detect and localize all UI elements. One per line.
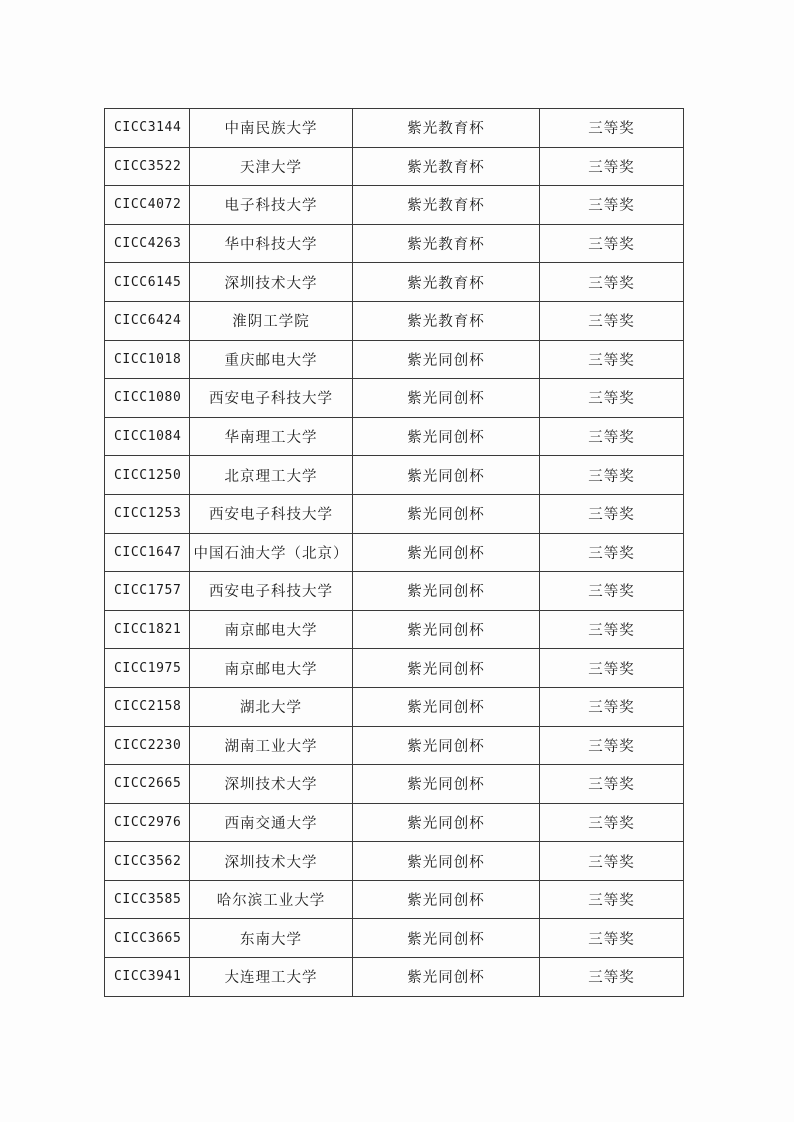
team-id-cell: CICC3941 (105, 958, 190, 997)
school-cell: 深圳技术大学 (190, 842, 353, 881)
table-row (105, 649, 684, 688)
prize-level-cell: 三等奖 (540, 379, 684, 418)
table-row (105, 456, 684, 495)
team-id-cell: CICC2976 (105, 803, 190, 842)
team-id-cell: CICC6145 (105, 263, 190, 302)
school-cell: 西南交通大学 (190, 803, 353, 842)
prize-level-cell: 三等奖 (540, 649, 684, 688)
cup-category-cell: 紫光教育杯 (353, 224, 540, 263)
team-id-cell: CICC1084 (105, 417, 190, 456)
prize-level-cell: 三等奖 (540, 263, 684, 302)
team-id-cell: CICC3144 (105, 109, 190, 148)
team-id-cell: CICC2158 (105, 687, 190, 726)
cup-category-cell: 紫光同创杯 (353, 803, 540, 842)
table-row (105, 610, 684, 649)
table-row (105, 803, 684, 842)
prize-level-cell: 三等奖 (540, 726, 684, 765)
cup-category-cell: 紫光同创杯 (353, 533, 540, 572)
cup-category-cell: 紫光同创杯 (353, 572, 540, 611)
cup-category-cell: 紫光同创杯 (353, 417, 540, 456)
team-id-cell: CICC2230 (105, 726, 190, 765)
team-id-cell: CICC3585 (105, 880, 190, 919)
team-id-cell: CICC1975 (105, 649, 190, 688)
cup-category-cell: 紫光同创杯 (353, 649, 540, 688)
team-id-cell: CICC2665 (105, 765, 190, 804)
school-cell: 深圳技术大学 (190, 765, 353, 804)
school-cell: 南京邮电大学 (190, 649, 353, 688)
school-cell: 北京理工大学 (190, 456, 353, 495)
cup-category-cell: 紫光同创杯 (353, 340, 540, 379)
table-row (105, 687, 684, 726)
prize-level-cell: 三等奖 (540, 533, 684, 572)
school-cell: 华南理工大学 (190, 417, 353, 456)
school-cell: 湖南工业大学 (190, 726, 353, 765)
team-id-cell: CICC1080 (105, 379, 190, 418)
table-row (105, 301, 684, 340)
cup-category-cell: 紫光同创杯 (353, 687, 540, 726)
prize-level-cell: 三等奖 (540, 610, 684, 649)
table-row (105, 726, 684, 765)
school-cell: 重庆邮电大学 (190, 340, 353, 379)
prize-level-cell: 三等奖 (540, 687, 684, 726)
table-row (105, 842, 684, 881)
school-cell: 西安电子科技大学 (190, 379, 353, 418)
school-cell: 淮阴工学院 (190, 301, 353, 340)
school-cell: 电子科技大学 (190, 186, 353, 225)
prize-level-cell: 三等奖 (540, 765, 684, 804)
cup-category-cell: 紫光同创杯 (353, 842, 540, 881)
prize-level-cell: 三等奖 (540, 456, 684, 495)
cup-category-cell: 紫光同创杯 (353, 494, 540, 533)
prize-level-cell: 三等奖 (540, 958, 684, 997)
school-cell: 东南大学 (190, 919, 353, 958)
cup-category-cell: 紫光教育杯 (353, 263, 540, 302)
table-row (105, 379, 684, 418)
cup-category-cell: 紫光同创杯 (353, 958, 540, 997)
team-id-cell: CICC6424 (105, 301, 190, 340)
school-cell: 大连理工大学 (190, 958, 353, 997)
prize-level-cell: 三等奖 (540, 340, 684, 379)
cup-category-cell: 紫光教育杯 (353, 109, 540, 148)
team-id-cell: CICC1757 (105, 572, 190, 611)
prize-level-cell: 三等奖 (540, 301, 684, 340)
team-id-cell: CICC4072 (105, 186, 190, 225)
cup-category-cell: 紫光同创杯 (353, 880, 540, 919)
school-cell: 深圳技术大学 (190, 263, 353, 302)
prize-level-cell: 三等奖 (540, 919, 684, 958)
table-row (105, 417, 684, 456)
cup-category-cell: 紫光同创杯 (353, 379, 540, 418)
table-row (105, 880, 684, 919)
school-cell: 中南民族大学 (190, 109, 353, 148)
award-table (104, 108, 684, 997)
table-row (105, 224, 684, 263)
school-cell: 湖北大学 (190, 687, 353, 726)
prize-level-cell: 三等奖 (540, 417, 684, 456)
team-id-cell: CICC1250 (105, 456, 190, 495)
school-cell: 天津大学 (190, 147, 353, 186)
team-id-cell: CICC1821 (105, 610, 190, 649)
table-row (105, 533, 684, 572)
cup-category-cell: 紫光教育杯 (353, 301, 540, 340)
prize-level-cell: 三等奖 (540, 880, 684, 919)
prize-level-cell: 三等奖 (540, 572, 684, 611)
school-cell: 华中科技大学 (190, 224, 353, 263)
prize-level-cell: 三等奖 (540, 186, 684, 225)
team-id-cell: CICC4263 (105, 224, 190, 263)
table-row (105, 147, 684, 186)
table-row (105, 494, 684, 533)
team-id-cell: CICC1253 (105, 494, 190, 533)
prize-level-cell: 三等奖 (540, 147, 684, 186)
table-row (105, 186, 684, 225)
table-row (105, 340, 684, 379)
school-cell: 西安电子科技大学 (190, 572, 353, 611)
prize-level-cell: 三等奖 (540, 109, 684, 148)
prize-level-cell: 三等奖 (540, 803, 684, 842)
team-id-cell: CICC3665 (105, 919, 190, 958)
school-cell: 哈尔滨工业大学 (190, 880, 353, 919)
table-row (105, 263, 684, 302)
team-id-cell: CICC3562 (105, 842, 190, 881)
team-id-cell: CICC3522 (105, 147, 190, 186)
prize-level-cell: 三等奖 (540, 842, 684, 881)
cup-category-cell: 紫光教育杯 (353, 147, 540, 186)
cup-category-cell: 紫光教育杯 (353, 186, 540, 225)
prize-level-cell: 三等奖 (540, 224, 684, 263)
cup-category-cell: 紫光同创杯 (353, 610, 540, 649)
school-cell: 中国石油大学（北京） (190, 533, 353, 572)
table-row (105, 765, 684, 804)
table-row (105, 958, 684, 997)
table-row (105, 572, 684, 611)
school-cell: 南京邮电大学 (190, 610, 353, 649)
prize-level-cell: 三等奖 (540, 494, 684, 533)
team-id-cell: CICC1647 (105, 533, 190, 572)
cup-category-cell: 紫光同创杯 (353, 726, 540, 765)
cup-category-cell: 紫光同创杯 (353, 765, 540, 804)
team-id-cell: CICC1018 (105, 340, 190, 379)
school-cell: 西安电子科技大学 (190, 494, 353, 533)
award-table-body (105, 109, 684, 997)
cup-category-cell: 紫光同创杯 (353, 456, 540, 495)
cup-category-cell: 紫光同创杯 (353, 919, 540, 958)
table-row (105, 919, 684, 958)
table-row (105, 109, 684, 148)
